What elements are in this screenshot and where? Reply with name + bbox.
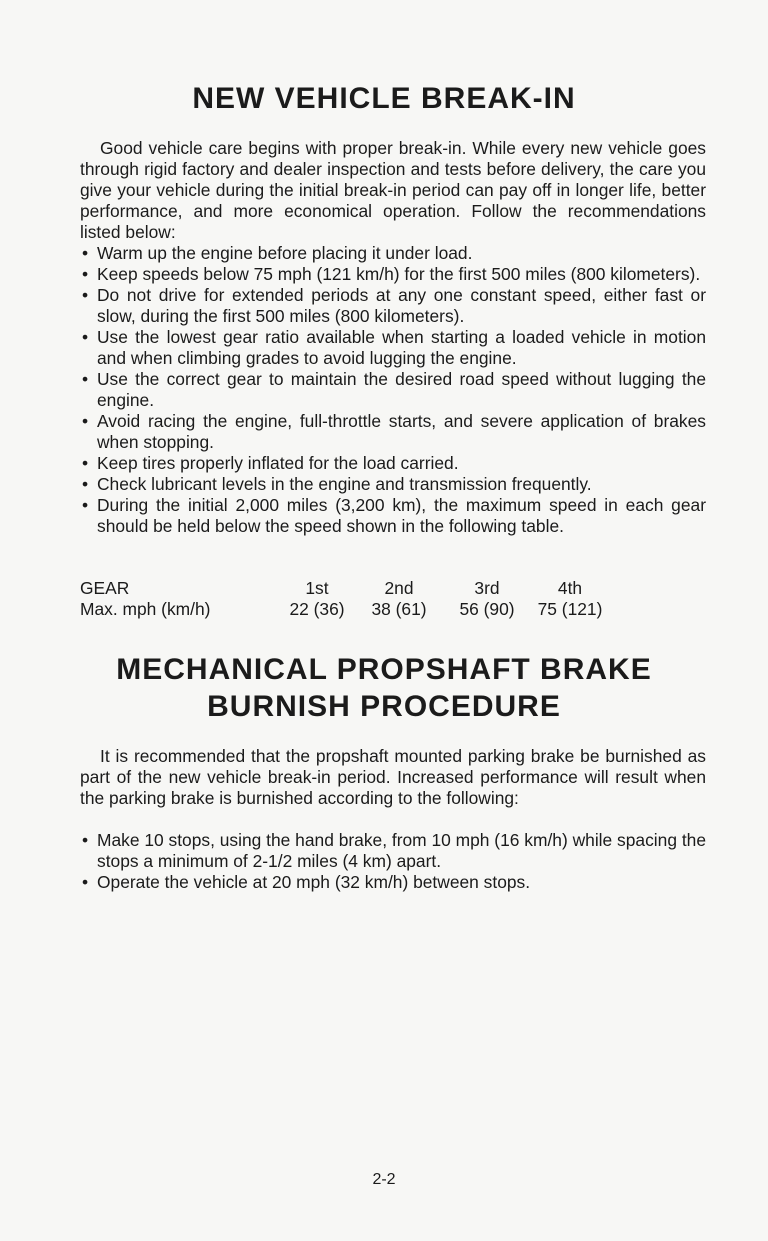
section-title-burnish-procedure: BURNISH PROCEDURE	[207, 690, 561, 723]
break-in-intro-text: Good vehicle care begins with proper break-in. While every new vehicle goes through rigid factory and dealer inspection and tests before delivery, the care you give your vehicle during the initial break-in period can pay off in longer life, better performance, and more economical operation. Follow the recommendations listed below:	[80, 138, 706, 242]
list-item: • Use the correct gear to maintain the desired road speed without lugging the engine.	[80, 369, 706, 411]
gear-speed-table	[80, 578, 610, 620]
gear-1st-speed: 22 (36)	[289, 599, 345, 619]
gear-3rd-header: 3rd	[474, 578, 500, 598]
list-item: • Use the lowest gear ratio available when starting a loaded vehicle in motion and when climbing grades to avoid lugging the engine.	[80, 327, 706, 369]
list-item: • Keep tires properly inflated for the load carried.	[80, 453, 706, 474]
section-title-break-in: NEW VEHICLE BREAK-IN	[192, 82, 576, 115]
table-row	[80, 578, 610, 599]
max-speed-label: Max. mph (km/h)	[80, 599, 211, 619]
gear-header-label: GEAR	[80, 578, 130, 598]
list-item: • Check lubricant levels in the engine and transmission frequently.	[80, 474, 706, 495]
table-row	[80, 599, 610, 620]
gear-4th-speed: 75 (121)	[537, 599, 603, 619]
section-title-propshaft-brake: MECHANICAL PROPSHAFT BRAKE	[116, 653, 652, 686]
break-in-recommendations-list	[80, 243, 706, 537]
list-item: • During the initial 2,000 miles (3,200 km), the maximum speed in each gear should be held below the speed shown in the following table.	[80, 495, 706, 537]
gear-1st-header: 1st	[305, 578, 329, 598]
page-number: 2-2	[372, 1171, 396, 1188]
gear-2nd-speed: 38 (61)	[371, 599, 427, 619]
list-item: • Avoid racing the engine, full-throttle starts, and severe application of brakes when stopping.	[80, 411, 706, 453]
burnish-intro-paragraph	[80, 746, 706, 809]
burnish-steps-list	[80, 830, 706, 893]
list-item: • Do not drive for extended periods at any one constant speed, either fast or slow, during the first 500 miles (800 kilometers).	[80, 285, 706, 327]
burnish-intro-text: It is recommended that the propshaft mounted parking brake be burnished as part of the new vehicle break-in period. Increased performance will result when the parking brake is burnished according to the following:	[80, 746, 706, 808]
gear-2nd-header: 2nd	[384, 578, 414, 598]
list-item: • Operate the vehicle at 20 mph (32 km/h) between stops.	[80, 872, 706, 893]
gear-3rd-speed: 56 (90)	[459, 599, 515, 619]
list-item: • Make 10 stops, using the hand brake, from 10 mph (16 km/h) while spacing the stops a minimum of 2-1/2 miles (4 km) apart.	[80, 830, 706, 872]
gear-4th-header: 4th	[557, 578, 583, 598]
break-in-intro-paragraph	[80, 138, 706, 243]
list-item: • Keep speeds below 75 mph (121 km/h) for the first 500 miles (800 kilometers).	[80, 264, 706, 285]
list-item: • Warm up the engine before placing it under load.	[80, 243, 706, 264]
